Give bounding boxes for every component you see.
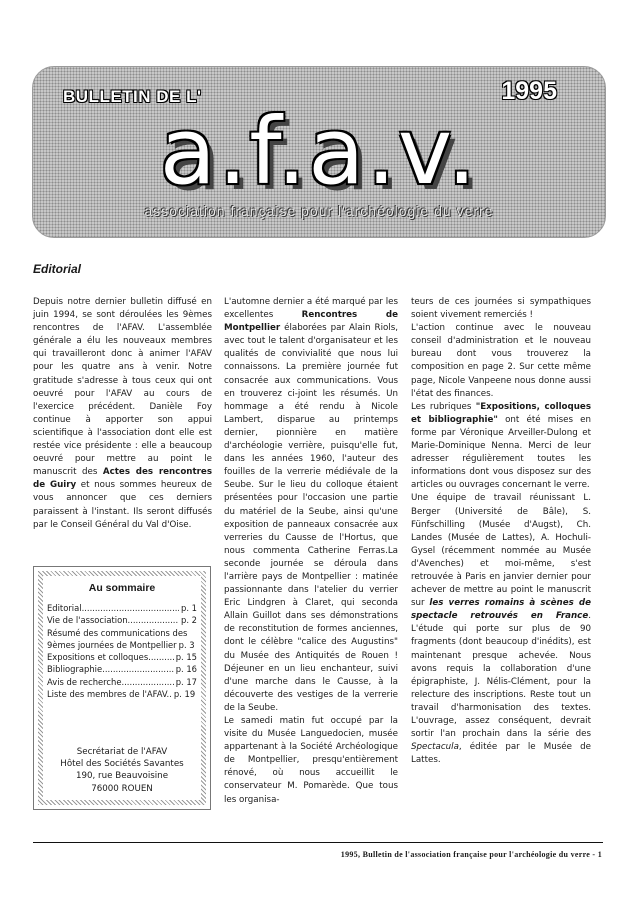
- page-footer: 1995, Bulletin de l'association française pour l'archéologie du verre - 1: [340, 850, 602, 859]
- summary-item-page: [187, 627, 189, 639]
- text-run: Une équipe de travail réunissant L. Berger (Université de Bâle), S. Fünfschilling (Musée d'Augst), Ch. Landes (Musée de Lattes), A. Hochuli-Gysel (récemment nommée au Musée d'Avenches) et moi-même, s'est retrouvée à Paris en janvier dernier pour achever de mettre au point le manuscrit sur: [411, 493, 591, 609]
- association-subtitle: association française pour l'archéologie du verre: [144, 203, 494, 219]
- summary-item-page: p. 16: [175, 664, 197, 675]
- afav-logo: a.f.a.v.: [159, 98, 479, 205]
- section-title: Editorial: [33, 262, 82, 276]
- summary-item: [47, 663, 197, 675]
- summary-frame: [38, 571, 206, 805]
- summary-item-page: p. 3: [178, 639, 195, 650]
- text-run: , éditée par le Musée de Lattes.: [411, 742, 591, 766]
- bold-title: Rencontres de Montpellier: [224, 310, 398, 334]
- summary-list: [43, 602, 201, 700]
- footer-rule: [33, 842, 603, 843]
- address-line: 76000 ROUEN: [91, 783, 153, 794]
- address-line: Secrétariat de l'AFAV: [76, 747, 168, 757]
- address-line: 190, rue Beauvoisine: [75, 771, 169, 782]
- text-run: et nous sommes heureux de vous annoncer que ces derniers paraissent à l'instant. Ils seront diffusés par le Conseil Général du Val d'Oise.: [33, 480, 212, 530]
- editorial-paragraph: L'action continue avec le nouveau conseil d'administration et le nouveau bureau dont vous trouverez la composition en page 2. Sur cette même page, Nicole Vanpeene nous donne aussi l'état des finances.: [411, 323, 591, 399]
- editorial-paragraph: teurs de ces journées si sympathiques soient vivement remerciés !: [411, 297, 591, 321]
- editorial-column-2: [224, 296, 398, 807]
- bold-title: Actes des rencontres de Guiry: [33, 467, 212, 491]
- summary-item-page: p. 1: [181, 603, 197, 613]
- summary-item: [47, 639, 197, 651]
- bold-italic-title: les verres romains à scènes de spectacle retrouvés en France: [411, 598, 591, 622]
- summary-item-label: Editorial: [47, 603, 82, 613]
- summary-item: [47, 614, 197, 626]
- leader-dots: [148, 651, 173, 663]
- summary-item-label: Expositions et colloques: [47, 652, 149, 663]
- summary-item: [47, 627, 197, 639]
- editorial-paragraph: [33, 296, 212, 532]
- secretariat-address: [43, 746, 201, 795]
- leader-dots: [128, 614, 179, 626]
- summary-item: [47, 676, 197, 688]
- bold-title: "Expositions, colloques et bibliographie": [411, 401, 591, 425]
- summary-item: [47, 602, 197, 614]
- summary-item-page: p. 17: [175, 676, 197, 687]
- leader-dots: [82, 602, 179, 614]
- text-run: . L'étude qui porte sur plus de 90 fragments (dont beaucoup d'inédits), est maintenant presque achevée. Nous avons requis la collaboration d'une épigraphiste, J. Nélis-Clément, pour la relecture des inscriptions. Reste tout un travail d'harmonisation des textes. L'ouvrage, assez conséquent, devrait sortir l'an prochain dans la série des: [411, 611, 591, 740]
- summary-item-page: p. 2: [181, 615, 197, 626]
- editorial-paragraph: [411, 492, 591, 767]
- text-run: élaborées par Alain Riols, avec tout le talent d'organisateur et les qualités de convivialité que nous lui connaissons. La première journée fut consacrée aux communications. Vous en trouverez ci-joint les résumés. Un hommage a été rendu à Nicole Lambert, disparue au printemps dernier, pionnière en matière d'archéologie verrière, puisqu'elle fut, dans les années 1960, l'auteur des fouilles de la verrerie médiévale de la Seube. Sur le lieu du colloque étaient présentées pour l'occasion une partie du matériel de la Seube, ainsi qu'une exposition de panneaux consacrée aux verreries du Causse de l'Hortus, que nous commenta Catherine Ferras.La seconde journée se déroula dans l'arrière pays de Montpellier : matinée passionnante dans l'atelier du verrier Eric Lindgren à Claret, qui seconda Allain Guillot dans ses démonstrations de reconstitution de formes anciennes, dont le célèbre "calice des Augustins" du Musée des Antiquités de Rouen ! Déjeuner en un lieu enchanteur, suivi d'une marche dans le Causse, à la découverte des vestiges de la verrerie de la Seube.: [224, 323, 398, 713]
- summary-item-page: p. 19: [173, 689, 196, 700]
- summary-item-page: p. 15: [175, 652, 197, 663]
- editorial-paragraph: [411, 401, 591, 493]
- summary-item: [47, 688, 197, 700]
- summary-item-label: Résumé des communications des: [47, 627, 188, 638]
- summary-item-label: 9èmes journées de Montpellier: [47, 639, 177, 650]
- editorial-paragraph: [224, 296, 398, 715]
- summary-item-label: Avis de recherche: [47, 676, 122, 687]
- leader-dots: [102, 663, 174, 675]
- italic-title: Spectacula: [411, 742, 459, 753]
- summary-box: [33, 566, 211, 810]
- editorial-paragraph: Le samedi matin fut occupé par la visite du Musée Languedocien, musée appartenant à la Société Archéologique de Montpellier, presqu'entièrement rénové, où nous accueillit le conservateur M. Pomarède. Que tous les organisa-: [224, 716, 398, 805]
- summary-title: Au sommaire: [88, 582, 156, 594]
- address-line: Hôtel des Sociétés Savantes: [60, 759, 184, 770]
- leader-dots: [121, 676, 173, 688]
- text-run: Les rubriques: [411, 401, 476, 412]
- summary-item-label: Bibliographie: [47, 664, 103, 675]
- bulletin-year: 1995: [501, 77, 557, 105]
- masthead-banner: [32, 66, 606, 238]
- summary-item-label: Liste des membres de l'AFAV..: [47, 689, 172, 700]
- summary-item: [47, 651, 197, 663]
- bulletin-label: BULLETIN DE L': [63, 87, 202, 106]
- text-run: L'automne dernier a été marqué par les excellentes: [224, 297, 398, 321]
- text-run: ont été mises en forme par Véronique Arveiller-Dulong et Marie-Dominique Nenna. Merci de leur adresser régulièrement toutes les informations dont vous disposez sur des articles ou ouvrages concernant le verre.: [411, 414, 592, 491]
- text-run: Depuis notre dernier bulletin diffusé en juin 1994, se sont déroulées les 9èmes rencontres de l'AFAV. L'assemblée générale a élu les nouveaux membres qui travailleront donc à animer l'AFAV pour les quatre ans à venir. Notre gratitude s'adresse à tous ceux qui ont oeuvré pour l'AFAV au cours de l'exercice précédent. Danièle Foy continue à apporter son appui scientifique à l'association dont elle est restée vice présidente : elle a beaucoup oeuvré pour mettre au point le manuscrit des: [33, 297, 212, 478]
- editorial-column-3: [411, 296, 591, 767]
- summary-item-label: Vie de l'association: [47, 615, 128, 626]
- editorial-column-1: [33, 296, 212, 532]
